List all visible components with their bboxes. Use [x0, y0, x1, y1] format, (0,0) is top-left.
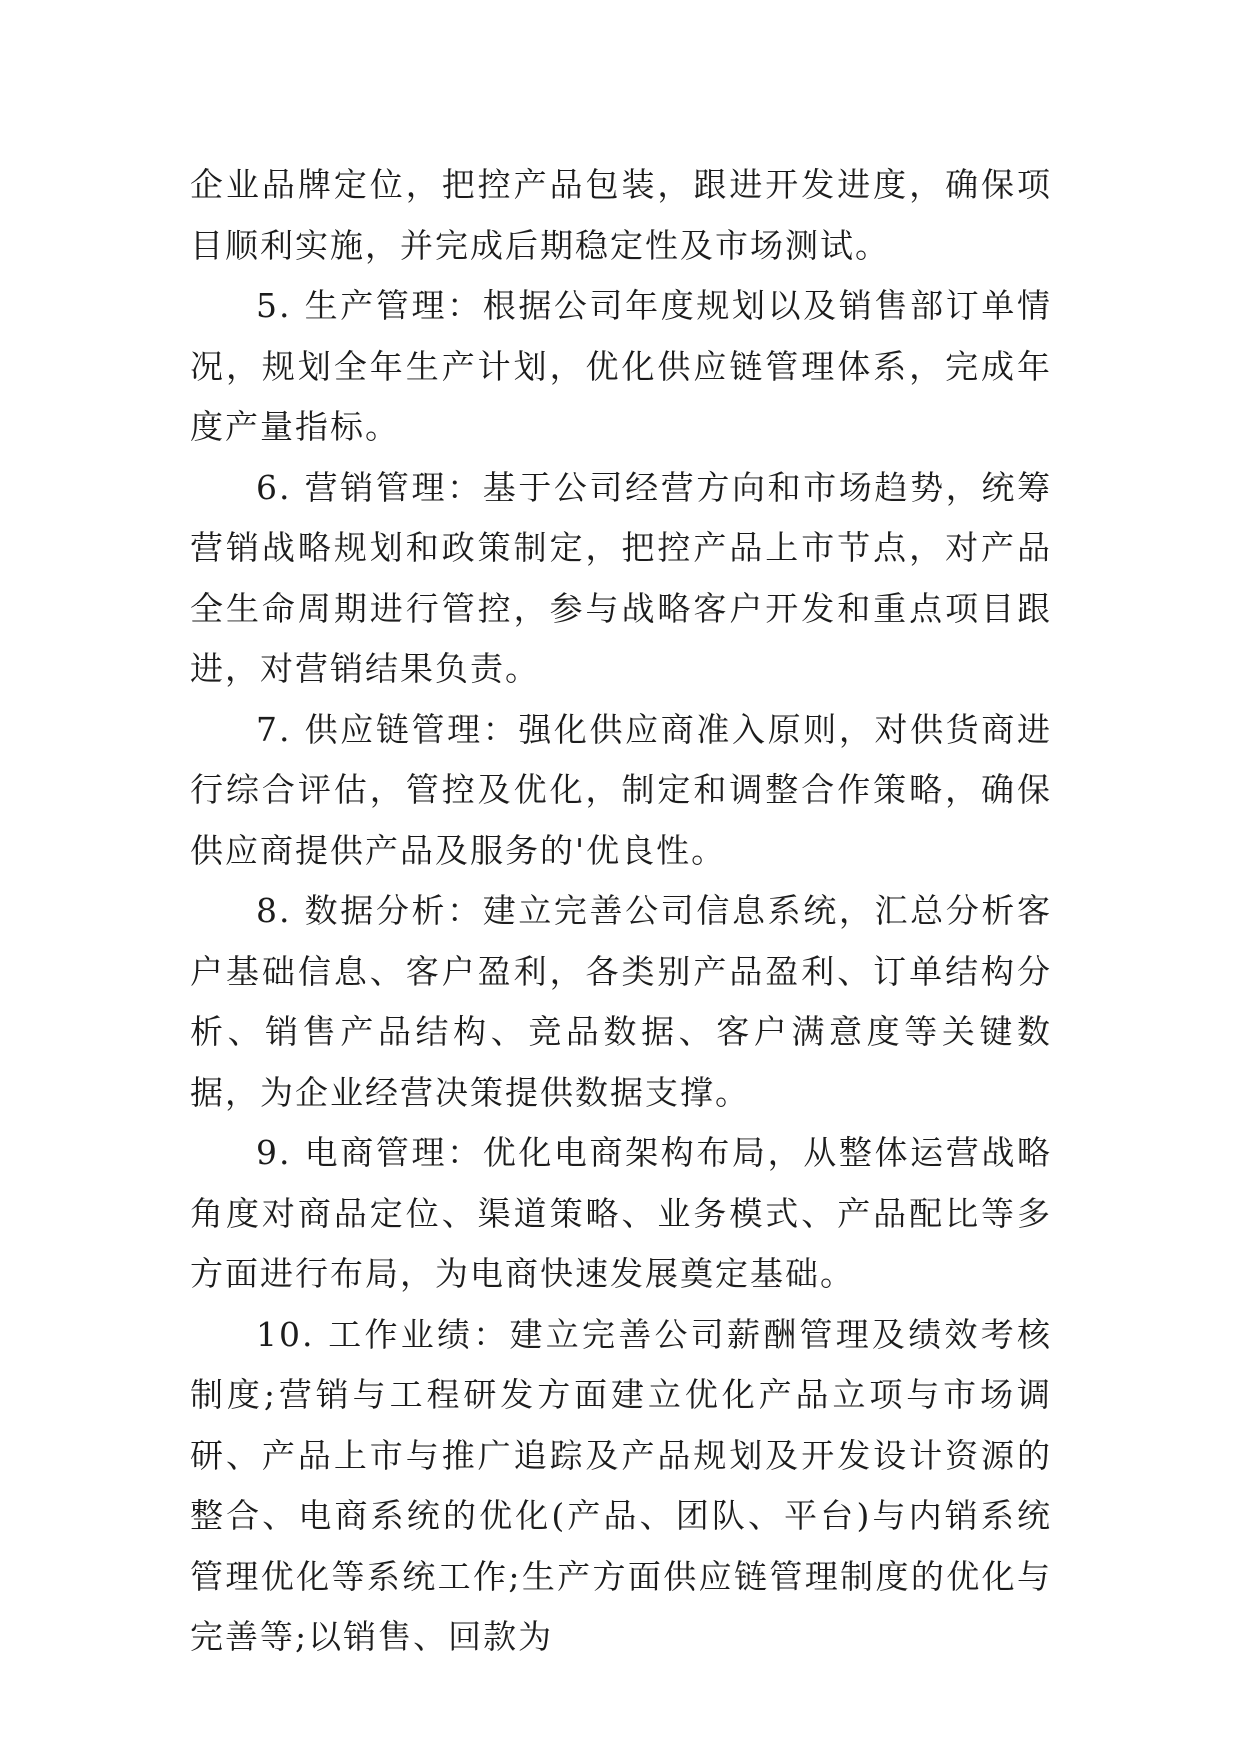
paragraph-brand-positioning: 企业品牌定位，把控产品包装，跟进开发进度，确保项目顺利实施，并完成后期稳定性及市场测试。: [190, 165, 1052, 265]
paragraph-ecommerce-management: 9. 电商管理：优化电商架构布局，从整体运营战略角度对商品定位、渠道策略、业务模式、产品配比等多方面进行布局，为电商快速发展奠定基础。: [190, 1133, 1052, 1293]
document-body: [190, 155, 1052, 1668]
paragraph-data-analysis: 8. 数据分析：建立完善公司信息系统，汇总分析客户基础信息、客户盈利，各类别产品盈利、订单结构分析、销售产品结构、竞品数据、客户满意度等关键数据，为企业经营决策提供数据支撑。: [190, 891, 1052, 1112]
paragraph-marketing-management: 6. 营销管理：基于公司经营方向和市场趋势，统筹营销战略规划和政策制定，把控产品上市节点，对产品全生命周期进行管控，参与战略客户开发和重点项目跟进，对营销结果负责。: [190, 467, 1052, 688]
paragraph-supply-chain-management: 7. 供应链管理：强化供应商准入原则，对供货商进行综合评估，管控及优化，制定和调整合作策略，确保供应商提供产品及服务的'优良性。: [190, 709, 1052, 870]
paragraph-work-performance: 10. 工作业绩：建立完善公司薪酬管理及绩效考核制度;营销与工程研发方面建立优化产品立项与市场调研、产品上市与推广追踪及产品规划及开发设计资源的整合、电商系统的优化(产品、团队、平台)与内销系统管理优化等系统工作;生产方面供应链管理制度的优化与完善等;以销售、回款为: [190, 1314, 1052, 1656]
paragraph-production-management: 5. 生产管理：根据公司年度规划以及销售部订单情况，规划全年生产计划，优化供应链管理体系，完成年度产量指标。: [190, 286, 1052, 446]
